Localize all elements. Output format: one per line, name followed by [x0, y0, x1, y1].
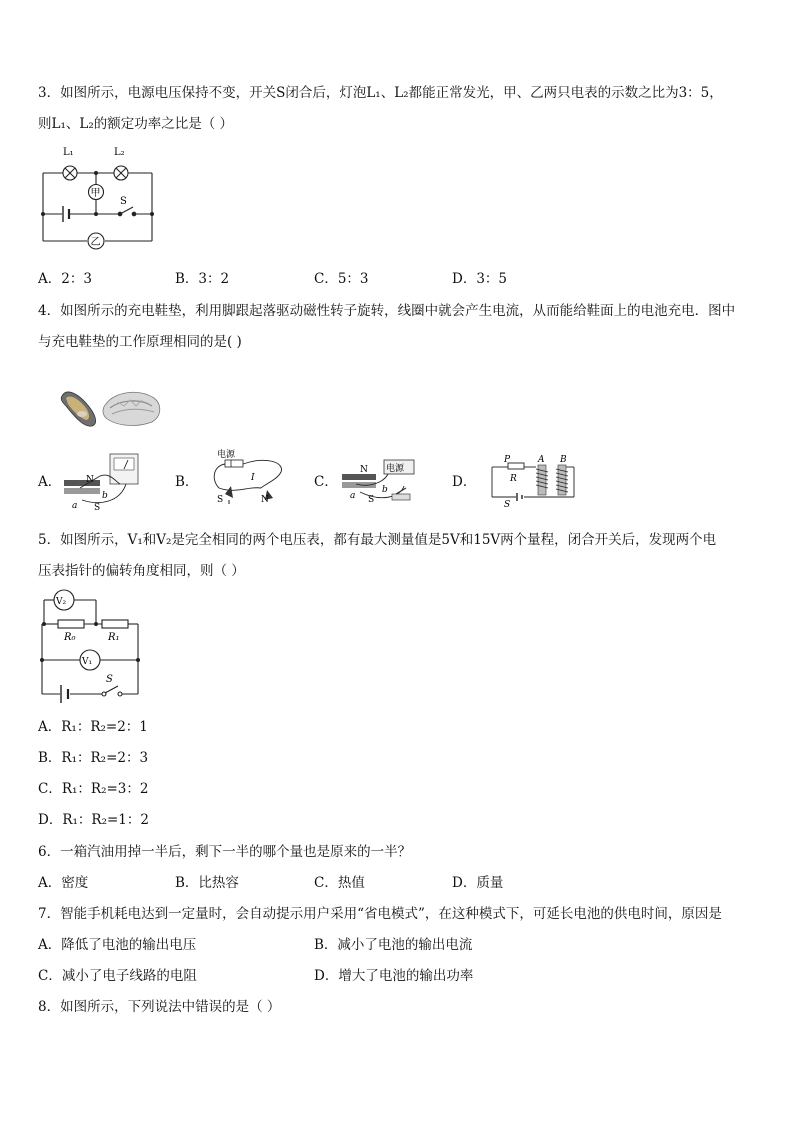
v2-label: V₂: [56, 597, 67, 607]
q6-option-c[interactable]: C．热值: [314, 875, 365, 891]
s-label: S: [106, 674, 113, 685]
q6-option-d[interactable]: D．质量: [452, 875, 504, 891]
q4-option-d[interactable]: D．: [452, 474, 477, 490]
q3-option-a[interactable]: A．2：3: [38, 271, 92, 287]
svg-text:S: S: [504, 500, 511, 510]
label-l1: L₁: [63, 147, 74, 158]
q3-option-b[interactable]: B．3：2: [175, 271, 230, 287]
q7-option-a[interactable]: A．降低了电池的输出电压: [38, 937, 197, 953]
svg-text:N: N: [86, 475, 94, 485]
q3-stem-line1: 3．如图所示，电源电压保持不变，开关S闭合后，灯泡L₁、L₂都能正常发光，甲、乙两只电表的示数之比为3：5，: [38, 85, 723, 101]
q6-stem: 6．一箱汽油用掉一半后，剩下一半的哪个量也是原来的一半？: [38, 844, 412, 860]
svg-text:电源: 电源: [386, 464, 405, 474]
q4-stem-line1: 4．如图所示的充电鞋垫，利用脚跟起落驱动磁性转子旋转，线圈中就会产生电流，从而能给鞋面上的电池充电．图中: [38, 303, 736, 319]
q5-option-b[interactable]: B．R₁：R₂=2：3: [38, 750, 149, 766]
meter-yi-label: 乙: [90, 237, 101, 248]
label-l2: L₂: [114, 147, 125, 158]
svg-text:N: N: [360, 465, 368, 475]
svg-text:B: B: [560, 455, 567, 465]
q6-option-b[interactable]: B．比热容: [175, 875, 239, 891]
r1-label: R₁: [108, 632, 120, 643]
q3-option-d[interactable]: D．3：5: [452, 271, 508, 287]
switch-label: S: [120, 196, 127, 207]
r0-label: R₀: [64, 632, 76, 643]
q4-option-b[interactable]: B．: [175, 474, 199, 490]
q3-circuit-diagram: [38, 143, 158, 255]
meter-jia-label: 甲: [90, 188, 101, 199]
svg-text:P: P: [504, 455, 511, 465]
svg-text:A: A: [538, 455, 545, 465]
q7-option-d[interactable]: D．增大了电池的输出功率: [314, 968, 474, 984]
q5-circuit-diagram: [38, 588, 142, 706]
q4-figure-b: [205, 446, 295, 506]
q4-stem-line2: 与充电鞋垫的工作原理相同的是( ): [38, 334, 242, 350]
svg-text:b: b: [382, 485, 388, 495]
battery-icon: [61, 685, 68, 703]
q4-option-a[interactable]: A．: [38, 474, 62, 490]
svg-text:S: S: [368, 495, 375, 505]
svg-text:S: S: [94, 503, 101, 512]
svg-text:S: S: [217, 495, 224, 505]
svg-text:N: N: [261, 495, 269, 505]
svg-text:a: a: [72, 501, 78, 511]
q3-stem-line2: 则L₁、L₂的额定功率之比是（ ）: [38, 116, 234, 132]
charging-insole-image: [58, 382, 166, 430]
q5-stem-line2: 压表指针的偏转角度相同，则（ ）: [38, 563, 245, 579]
q7-option-b[interactable]: B．减小了电池的输出电流: [314, 937, 473, 953]
q4-figure-a: [60, 452, 142, 512]
q7-stem: 7．智能手机耗电达到一定量时，会自动提示用户采用“省电模式”，在这种模式下，可延长电池的供电时间，原因是: [38, 906, 722, 922]
q7-option-c[interactable]: C．减小了电子线路的电阻: [38, 968, 197, 984]
q4-figure-c: [340, 452, 422, 512]
svg-text:R: R: [510, 474, 517, 484]
q5-stem-line1: 5．如图所示，V₁和V₂是完全相同的两个电压表，都有最大测量值是5V和15V两个量程，闭合开关后，发现两个电: [38, 532, 717, 548]
svg-text:a: a: [350, 491, 356, 501]
switch-icon: [102, 686, 122, 696]
q5-option-a[interactable]: A．R₁：R₂=2：1: [38, 719, 148, 735]
q6-option-a[interactable]: A．密度: [38, 875, 89, 891]
v1-label: V₁: [82, 657, 93, 667]
q5-option-d[interactable]: D．R₁：R₂=1：2: [38, 812, 149, 828]
lamp-l2-icon: [114, 166, 128, 180]
q5-option-c[interactable]: C．R₁：R₂=3：2: [38, 781, 149, 797]
resistor-r1-icon: [102, 620, 128, 628]
switch-icon: [118, 207, 136, 216]
battery-icon: [63, 206, 69, 222]
svg-text:电源: 电源: [217, 450, 236, 460]
svg-text:b: b: [102, 491, 108, 501]
resistor-r0-icon: [58, 620, 84, 628]
q8-stem: 8．如图所示，下列说法中错误的是（ ）: [38, 999, 281, 1015]
lamp-l1-icon: [63, 166, 77, 180]
q4-option-c[interactable]: C．: [314, 474, 338, 490]
svg-text:I: I: [251, 473, 255, 483]
q4-figure-d: [486, 453, 578, 511]
q3-option-c[interactable]: C．5：3: [314, 271, 369, 287]
